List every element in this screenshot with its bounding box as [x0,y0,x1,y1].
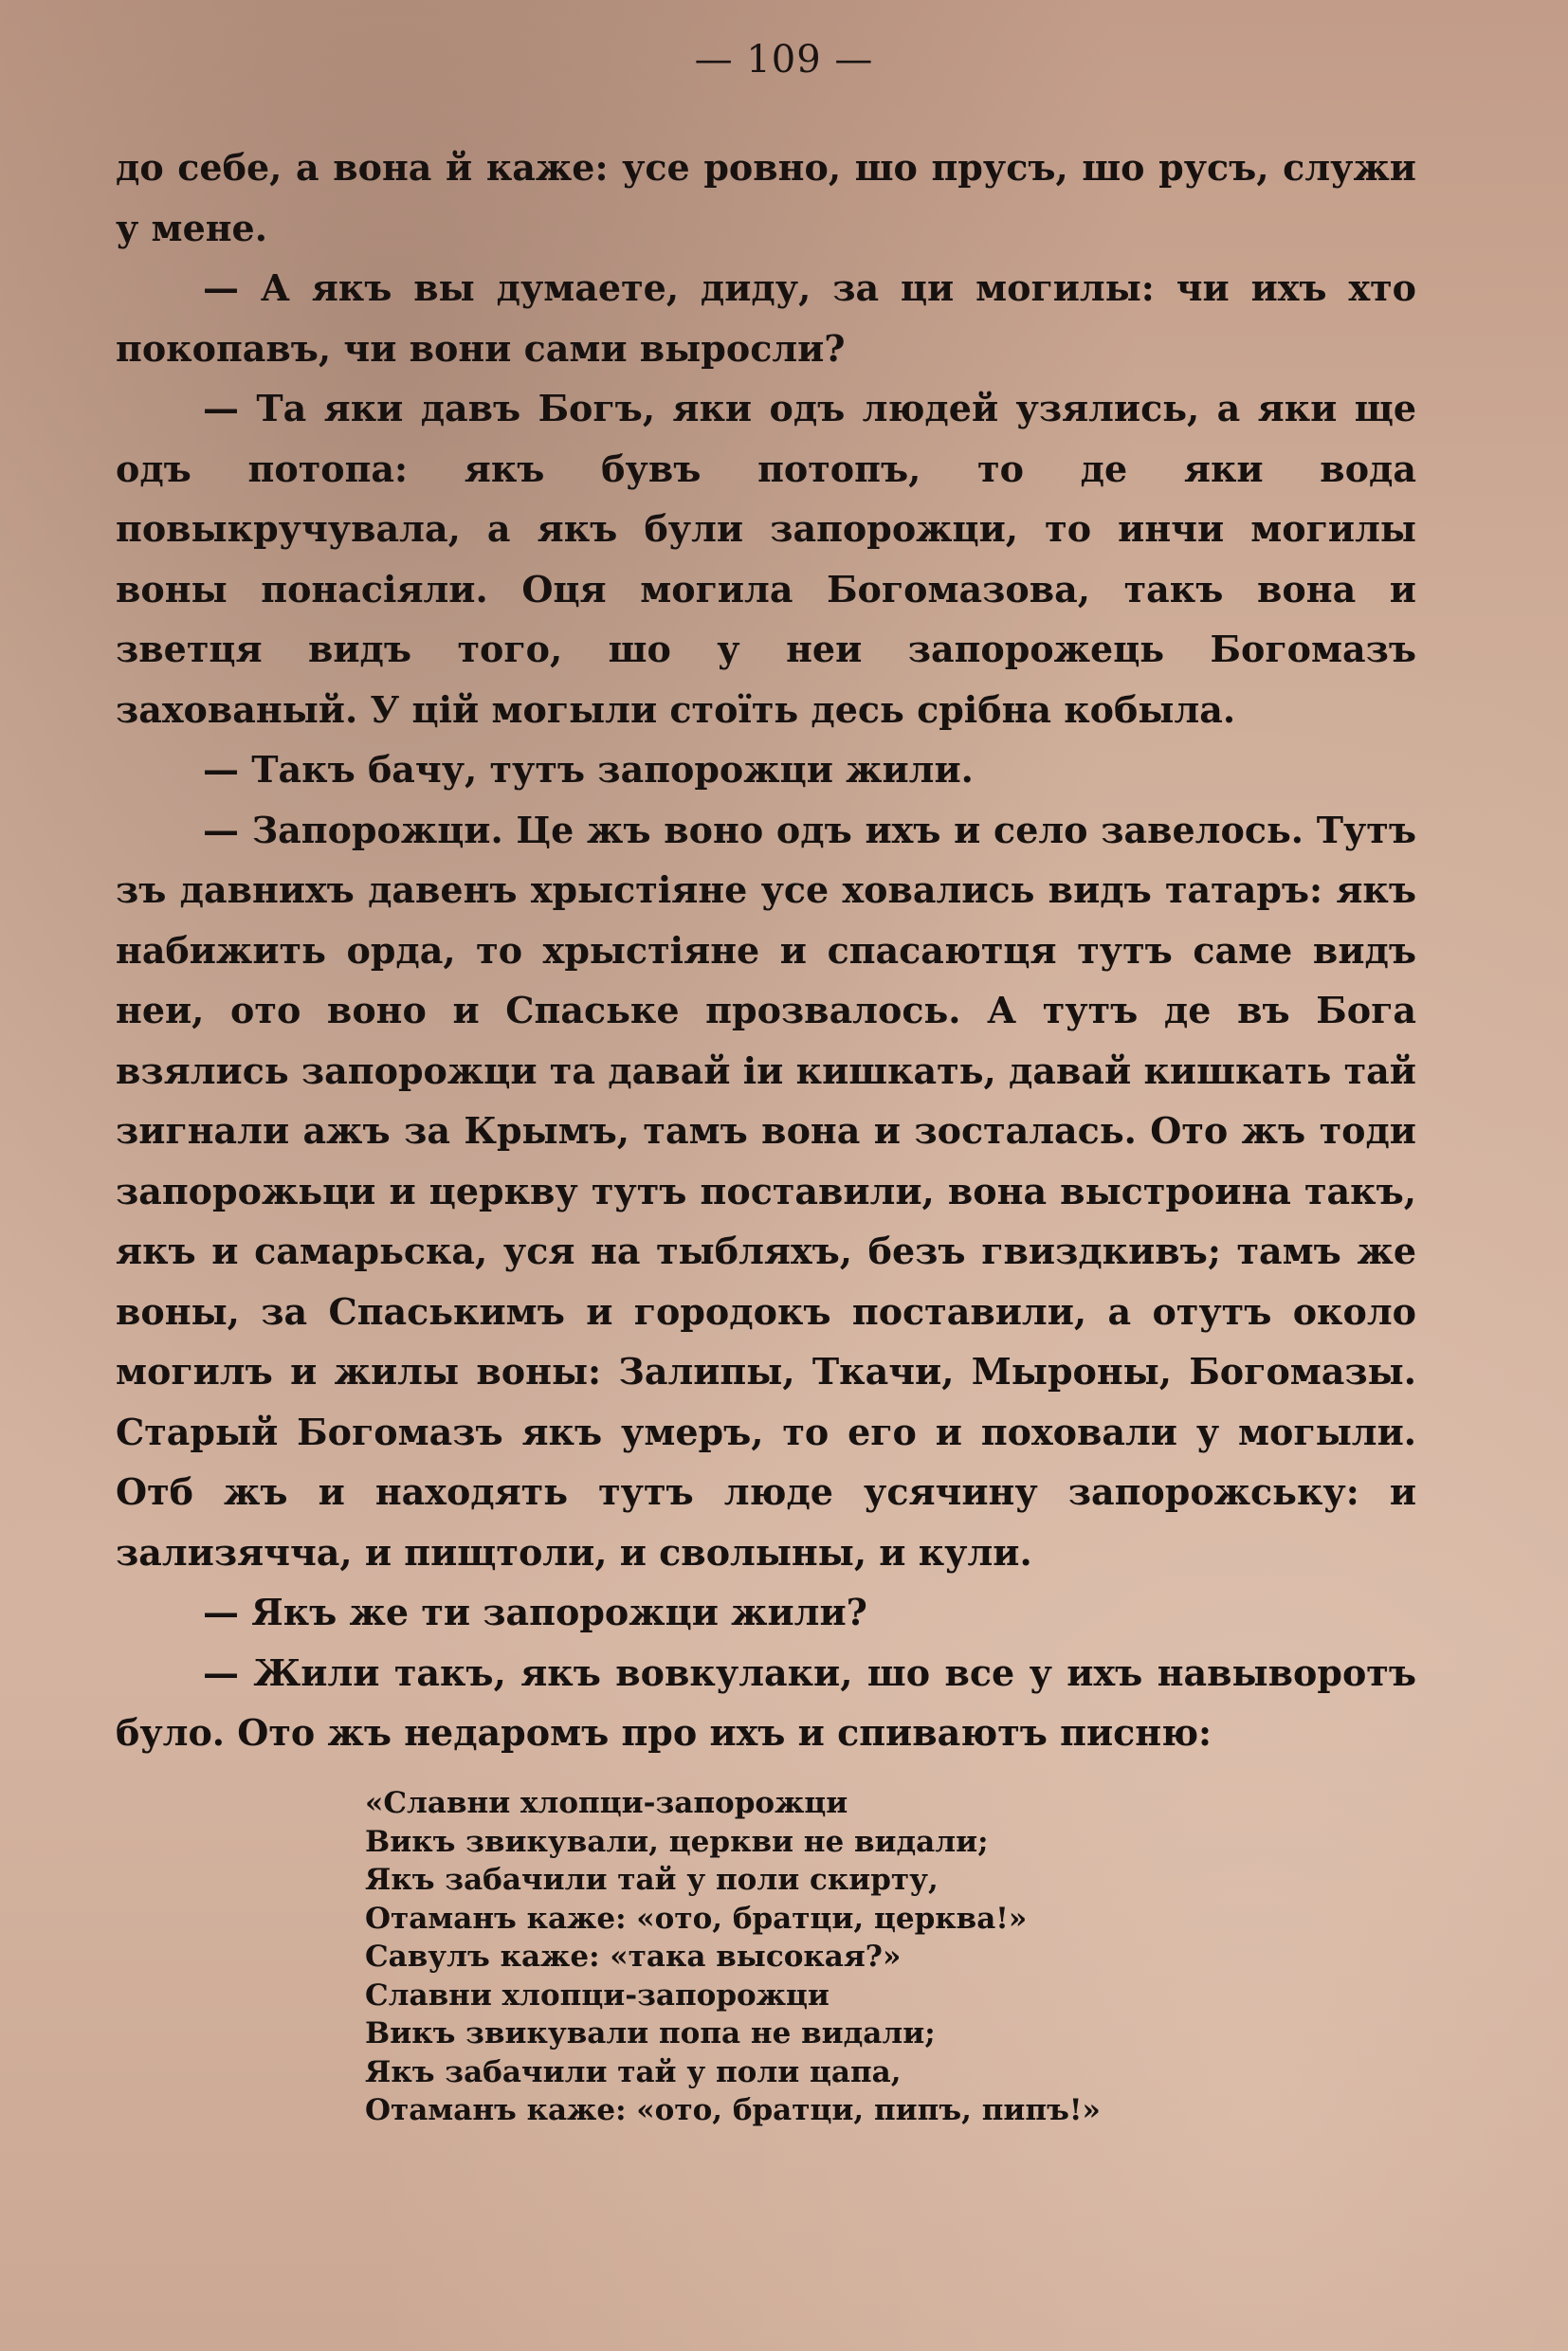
paragraph: — Та яки давъ Богъ, яки одъ людей узялись, а яки ще одъ потопа: якъ бувъ потопъ, то де яки вода повыкручувала, а якъ були запорожци, то инчи могилы воны понасіяли. Оця могила Богомазова, такъ вона и зветця видъ того, шо у неи запорожець Богомазъ захованый. У цій могыли стоїть десь срібна кобыла. [116,387,1416,731]
paragraph: до себе, а вона й каже: усе ровно, шо прусъ, шо русъ, служи у мене. [116,146,1416,249]
verse-line: Якъ забачили тай у поли скирту, [365,1863,939,1897]
paragraph: — Якъ же ти запорожци жили? [203,1591,867,1633]
verse-line: Якъ забачили тай у поли цапа, [365,2054,902,2089]
paragraph: — Такъ бачу, тутъ запорожци жили. [203,748,974,791]
page-number: — 109 — [694,38,874,82]
verse-line: Отаманъ каже: «ото, братци, церква!» [365,1901,1028,1936]
verse-line: «Славни хлопци-запорожци [365,1786,848,1820]
verse-line: Викъ звикували, церкви не видали; [365,1824,989,1859]
verse-line: Викъ звикували попа не видали; [365,2016,936,2050]
song-verse [365,1784,1218,2130]
main-text [116,137,1416,1763]
verse-line: Отаманъ каже: «ото, братци, пипъ, пипъ!» [365,2093,1101,2127]
paragraph: — Запорожци. Це жъ воно одъ ихъ и село завелось. Тутъ зъ давнихъ давенъ хрыстіяне усе ховались видъ татаръ: якъ набижить орда, то хрыстіяне и спасаютця тутъ саме видъ неи, ото воно и Спаське прозвалось. А тутъ де въ Бога взялись запорожци та давай іи кишкать, давай кишкать тай зигнали ажъ за Крымъ, тамъ вона и зосталась. Ото жъ тоди запорожьци и церкву тутъ поставили, вона выстроина такъ, якъ и самарьска, уся на тыбляхъ, безъ гвиздкивъ; тамъ же воны, за Спаськимъ и городокъ поставили, а отутъ около могилъ и жилы воны: Залипы, Ткачи, Мыроны, Богомазы. Старый Богомазъ якъ умеръ, то его и поховали у могыли. Отб жъ и находять тутъ люде усячину запорожську: и зализячча, и пищтоли, и сволыны, и кули. [116,808,1416,1574]
paragraph: — А якъ вы думаете, диду, за ци могилы: чи ихъ хто покопавъ, чи вони сами выросли? [116,266,1416,370]
paragraph: — Жили такъ, якъ вовкулаки, шо все у ихъ навыворотъ було. Ото жъ недаромъ про ихъ и спиваютъ писню: [116,1650,1416,1754]
verse-line: Славни хлопци-запорожци [365,1977,830,2013]
verse-line: Савулъ каже: «така высокая?» [365,1940,902,1974]
